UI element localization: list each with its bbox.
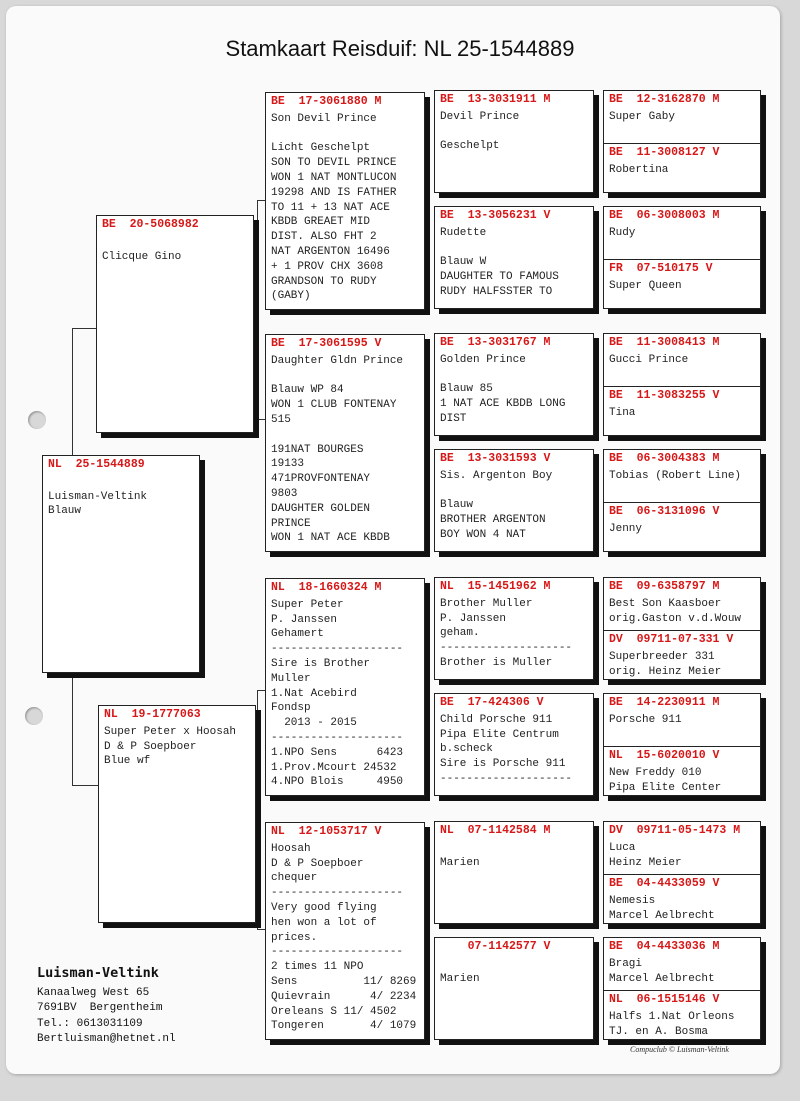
grandparent-box-2-line: WON 1 CLUB FONTENAY	[271, 399, 397, 412]
grandparent-box-1-line	[271, 127, 419, 142]
great-grandparent-box-8	[434, 937, 594, 1040]
gg-grandparents-pair-4-sire-cell	[604, 450, 760, 502]
page-title: Stamkaart Reisduif: NL 25-1544889	[225, 36, 575, 61]
great-grandparent-box-1	[434, 90, 594, 193]
great-grandparent-box-8-line	[440, 957, 588, 972]
gg-grandparents-pair-2-dam-cell	[604, 259, 760, 308]
great-grandparent-box-3-line	[440, 368, 588, 383]
gg-grandparents-pair-2	[603, 206, 761, 309]
great-grandparent-box-3-cell	[435, 334, 593, 429]
grandparent-box-3	[265, 578, 425, 796]
gg-grandparents-pair-6	[603, 693, 761, 796]
great-grandparent-box-5	[434, 577, 594, 680]
great-grandparent-box-7-line: Marien	[440, 856, 480, 869]
grandparent-box-4-cell	[266, 823, 424, 1036]
grandparent-box-1	[265, 92, 425, 310]
gg-grandparents-pair-5-dam-line: Superbreeder 331	[609, 650, 715, 663]
great-grandparent-box-5-cell	[435, 578, 593, 673]
great-grandparent-box-3-line: 1 NAT ACE KBDB LONG	[440, 398, 566, 411]
sire-box	[96, 215, 254, 433]
gg-grandparents-pair-1-sire-ring-number: BE 12-3162870 M	[609, 93, 720, 106]
gg-grandparents-pair-1-sire-line: Super Gaby	[609, 110, 676, 123]
gg-grandparents-pair-1-dam-line: Robertina	[609, 163, 669, 176]
great-grandparent-box-5-line: P. Janssen	[440, 612, 507, 625]
grandparent-box-3-line: Gehamert	[271, 628, 324, 641]
great-grandparent-box-5-line: --------------------	[440, 642, 573, 655]
great-grandparent-box-4	[434, 449, 594, 552]
great-grandparent-box-2-line: RUDY HALFSSTER TO	[440, 285, 553, 298]
gg-grandparents-pair-5-sire-line: orig.Gaston v.d.Wouw	[609, 612, 742, 625]
great-grandparent-box-1-ring-number: BE 13-3031911 M	[440, 93, 551, 106]
grandparent-box-4-ring-number: NL 12-1053717 V	[271, 825, 382, 838]
grandparent-box-2-line: 471PROVFONTENAY	[271, 473, 371, 486]
gg-grandparents-pair-3-dam-cell	[604, 386, 760, 435]
gg-grandparents-pair-7-dam-line: Marcel Aelbrecht	[609, 909, 715, 922]
grandparent-box-1-line: (GABY)	[271, 290, 311, 303]
grandparent-box-3-line: --------------------	[271, 643, 404, 656]
gg-grandparents-pair-5	[603, 577, 761, 680]
subject-box-line: Blauw	[48, 505, 82, 518]
great-grandparent-box-1-cell	[435, 91, 593, 156]
grandparent-box-3-line: 1.NPO Sens 6423	[271, 746, 404, 759]
grandparent-box-2-line: PRINCE	[271, 517, 311, 530]
sire-box-line: Clicque Gino	[102, 250, 182, 263]
gg-grandparents-pair-3-dam-ring-number: BE 11-3083255 V	[609, 389, 720, 402]
grandparent-box-4-line: prices.	[271, 931, 318, 944]
gg-grandparents-pair-8	[603, 937, 761, 1040]
gg-grandparents-pair-7-sire-line: Luca	[609, 841, 636, 854]
gg-grandparents-pair-4-dam-ring-number: BE 06-3131096 V	[609, 505, 720, 518]
great-grandparent-box-6-line: Pipa Elite Centrum	[440, 728, 559, 741]
gg-grandparents-pair-6-sire-ring-number: BE 14-2230911 M	[609, 696, 720, 709]
subject-box-line: Luisman-Veltink	[48, 490, 148, 503]
grandparent-box-1-line: KBDB GREAET MID	[271, 216, 371, 229]
gg-grandparents-pair-7-sire-line: Heinz Meier	[609, 856, 682, 869]
gg-grandparents-pair-8-dam-line: TJ. en A. Bosma	[609, 1025, 709, 1038]
grandparent-box-2-line: 9803	[271, 487, 298, 500]
connector-dam-parents	[257, 690, 265, 930]
great-grandparent-box-4-line	[440, 484, 588, 499]
gg-grandparents-pair-1-dam-cell	[604, 143, 760, 192]
grandparent-box-2-ring-number: BE 17-3061595 V	[271, 337, 382, 350]
gg-grandparents-pair-1-sire-cell	[604, 91, 760, 143]
gg-grandparents-pair-6-dam-line: Pipa Elite Center	[609, 781, 722, 794]
owner-postcode: 7691BV Bergentheim	[37, 1002, 163, 1014]
great-grandparent-box-1-line	[440, 125, 588, 140]
great-grandparent-box-2-line	[440, 241, 588, 256]
grandparent-box-2-cell	[266, 335, 424, 548]
dam-box-line: D & P Soepboer	[104, 740, 197, 753]
great-grandparent-box-3	[434, 333, 594, 436]
great-grandparent-box-4-line: BROTHER ARGENTON	[440, 514, 546, 527]
grandparent-box-2-line: Blauw WP 84	[271, 384, 344, 397]
great-grandparent-box-2-line: DAUGHTER TO FAMOUS	[440, 271, 559, 284]
great-grandparent-box-5-line: Brother is Muller	[440, 656, 553, 669]
gg-grandparents-pair-3	[603, 333, 761, 436]
gg-grandparents-pair-7-dam-line: Nemesis	[609, 894, 656, 907]
gg-grandparents-pair-2-dam-ring-number: FR 07-510175 V	[609, 262, 713, 275]
gg-grandparents-pair-5-dam-ring-number: DV 09711-07-331 V	[609, 633, 734, 646]
grandparent-box-4-line: Oreleans S 11/ 4502	[271, 1005, 397, 1018]
subject-box-ring-number: NL 25-1544889	[48, 458, 145, 471]
grandparent-box-4-line: Hoosah	[271, 842, 311, 855]
grandparent-box-1-line: + 1 PROV CHX 3608	[271, 260, 384, 273]
great-grandparent-box-1-line: Devil Prince	[440, 110, 520, 123]
gg-grandparents-pair-6-sire-line: Porsche 911	[609, 713, 682, 726]
dam-box	[98, 705, 256, 923]
great-grandparent-box-5-ring-number: NL 15-1451962 M	[440, 580, 551, 593]
gg-grandparents-pair-4-dam-line: Jenny	[609, 522, 643, 535]
owner-name: Luisman-Veltink	[37, 965, 159, 981]
great-grandparent-box-1-line: Geschelpt	[440, 140, 500, 153]
great-grandparent-box-3-ring-number: BE 13-3031767 M	[440, 336, 551, 349]
dam-box-cell	[99, 706, 255, 771]
grandparent-box-2-line: 191NAT BOURGES	[271, 443, 364, 456]
grandparent-box-1-line: NAT ARGENTON 16496	[271, 245, 390, 258]
grandparent-box-4-line: chequer	[271, 872, 318, 885]
gg-grandparents-pair-8-sire-ring-number: BE 04-4433036 M	[609, 940, 720, 953]
punch-hole	[25, 707, 43, 725]
grandparent-box-4-line: --------------------	[271, 887, 404, 900]
gg-grandparents-pair-7	[603, 821, 761, 924]
owner-address: Kanaalweg West 65	[37, 986, 150, 999]
great-grandparent-box-2-line: Blauw W	[440, 256, 487, 269]
grandparent-box-4-line: 2 times 11 NPO	[271, 961, 364, 974]
great-grandparent-box-8-ring-number: 07-1142577 V	[440, 940, 551, 953]
gg-grandparents-pair-6-sire-cell	[604, 694, 760, 746]
grandparent-box-2-line: 19133	[271, 458, 305, 471]
gg-grandparents-pair-3-dam-line: Tina	[609, 406, 636, 419]
grandparent-box-3-line: Super Peter	[271, 598, 344, 611]
great-grandparent-box-8-cell	[435, 938, 593, 988]
grandparent-box-2-line: Daughter Gldn Prince	[271, 354, 404, 367]
sire-box-ring-number: BE 20-5068982	[102, 218, 199, 231]
grandparent-box-3-line: Muller	[271, 672, 311, 685]
great-grandparent-box-2-line: Rudette	[440, 226, 487, 239]
grandparent-box-1-line: Son Devil Prince	[271, 112, 377, 125]
grandparent-box-1-ring-number: BE 17-3061880 M	[271, 95, 382, 108]
grandparent-box-1-cell	[266, 93, 424, 306]
great-grandparent-box-4-line: BOY WON 4 NAT	[440, 528, 526, 541]
grandparent-box-3-line: Fondsp	[271, 702, 311, 715]
owner-block	[37, 966, 176, 1048]
connector-sire-parents	[257, 200, 265, 420]
grandparent-box-3-cell	[266, 579, 424, 792]
great-grandparent-box-4-cell	[435, 450, 593, 545]
dam-box-ring-number: NL 19-1777063	[104, 708, 201, 721]
great-grandparent-box-6-ring-number: BE 17-424306 V	[440, 696, 544, 709]
grandparent-box-2-line: DAUGHTER GOLDEN	[271, 502, 371, 515]
great-grandparent-box-4-line: Blauw	[440, 499, 474, 512]
great-grandparent-box-5-line: geham.	[440, 627, 480, 640]
grandparent-box-4	[265, 822, 425, 1040]
gg-grandparents-pair-5-dam-line: orig. Heinz Meier	[609, 665, 722, 678]
grandparent-box-1-line: WON 1 NAT MONTLUCON	[271, 171, 397, 184]
great-grandparent-box-4-line: Sis. Argenton Boy	[440, 469, 553, 482]
grandparent-box-4-line: Very good flying	[271, 901, 377, 914]
gg-grandparents-pair-3-sire-cell	[604, 334, 760, 386]
grandparent-box-4-line: D & P Soepboer	[271, 857, 364, 870]
gg-grandparents-pair-4	[603, 449, 761, 552]
gg-grandparents-pair-8-dam-cell	[604, 990, 760, 1039]
gg-grandparents-pair-5-sire-cell	[604, 578, 760, 630]
gg-grandparents-pair-2-sire-cell	[604, 207, 760, 259]
dam-box-line: Blue wf	[104, 755, 151, 768]
great-grandparent-box-7-cell	[435, 822, 593, 872]
gg-grandparents-pair-8-sire-line: Bragi	[609, 957, 643, 970]
grandparent-box-2	[265, 334, 425, 552]
dam-box-line: Super Peter x Hoosah	[104, 725, 237, 738]
subject-box	[42, 455, 200, 673]
gg-grandparents-pair-5-dam-cell	[604, 630, 760, 679]
gg-grandparents-pair-6-dam-cell	[604, 746, 760, 795]
owner-email: Bertluisman@hetnet.nl	[37, 1033, 176, 1045]
grandparent-box-4-line: Quievrain 4/ 2234	[271, 990, 417, 1003]
great-grandparent-box-6-cell	[435, 694, 593, 789]
great-grandparent-box-7	[434, 821, 594, 924]
grandparent-box-1-line: 19298 AND IS FATHER	[271, 186, 397, 199]
grandparent-box-1-line: SON TO DEVIL PRINCE	[271, 157, 397, 170]
footer-credit: Compuclub © Luisman-Veltink	[630, 1045, 729, 1054]
great-grandparent-box-4-ring-number: BE 13-3031593 V	[440, 452, 551, 465]
gg-grandparents-pair-8-dam-line: Halfs 1.Nat Orleons	[609, 1010, 735, 1023]
gg-grandparents-pair-7-sire-ring-number: DV 09711-05-1473 M	[609, 824, 741, 837]
grandparent-box-1-line: Licht Geschelpt	[271, 142, 371, 155]
owner-phone: Tel.: 0613031109	[37, 1017, 143, 1030]
gg-grandparents-pair-4-sire-ring-number: BE 06-3004383 M	[609, 452, 720, 465]
grandparent-box-3-ring-number: NL 18-1660324 M	[271, 581, 382, 594]
great-grandparent-box-3-line: Blauw 85	[440, 383, 493, 396]
grandparent-box-4-line: hen won a lot of	[271, 916, 377, 929]
great-grandparent-box-6-line: Child Porsche 911	[440, 713, 553, 726]
grandparent-box-2-line	[271, 428, 419, 443]
sire-box-line	[102, 235, 248, 250]
great-grandparent-box-7-ring-number: NL 07-1142584 M	[440, 824, 551, 837]
great-grandparent-box-6-line: --------------------	[440, 772, 573, 785]
grandparent-box-3-line: 2013 - 2015	[271, 717, 357, 730]
gg-grandparents-pair-2-dam-line: Super Queen	[609, 279, 682, 292]
grandparent-box-2-line: 515	[271, 413, 291, 426]
grandparent-box-1-line: DIST. ALSO FHT 2	[271, 231, 377, 244]
great-grandparent-box-2	[434, 206, 594, 309]
great-grandparent-box-3-line: Golden Prince	[440, 353, 526, 366]
gg-grandparents-pair-6-dam-line: New Freddy 010	[609, 766, 702, 779]
gg-grandparents-pair-2-sire-ring-number: BE 06-3008003 M	[609, 209, 720, 222]
gg-grandparents-pair-4-dam-cell	[604, 502, 760, 551]
grandparent-box-1-line: GRANDSON TO RUDY	[271, 275, 377, 288]
grandparent-box-3-line: 1.Prov.Mcourt 24532	[271, 761, 397, 774]
great-grandparent-box-2-cell	[435, 207, 593, 302]
great-grandparent-box-6	[434, 693, 594, 796]
gg-grandparents-pair-7-sire-cell	[604, 822, 760, 874]
great-grandparent-box-5-line: Brother Muller	[440, 597, 533, 610]
gg-grandparents-pair-4-sire-line: Tobias (Robert Line)	[609, 469, 742, 482]
great-grandparent-box-2-ring-number: BE 13-3056231 V	[440, 209, 551, 222]
subject-box-line	[48, 475, 194, 490]
grandparent-box-3-line: --------------------	[271, 731, 404, 744]
grandparent-box-3-line: 1.Nat Acebird	[271, 687, 357, 700]
gg-grandparents-pair-5-sire-line: Best Son Kaasboer	[609, 597, 722, 610]
grandparent-box-2-line	[271, 369, 419, 384]
grandparent-box-4-line: --------------------	[271, 946, 404, 959]
punch-hole	[28, 411, 46, 429]
grandparent-box-2-line: WON 1 NAT ACE KBDB	[271, 532, 390, 545]
gg-grandparents-pair-3-sire-line: Gucci Prince	[609, 353, 689, 366]
great-grandparent-box-6-line: Sire is Porsche 911	[440, 758, 566, 771]
gg-grandparents-pair-1	[603, 90, 761, 193]
gg-grandparents-pair-8-sire-cell	[604, 938, 760, 990]
grandparent-box-3-line: Sire is Brother	[271, 657, 371, 670]
great-grandparent-box-8-line: Marien	[440, 972, 480, 985]
gg-grandparents-pair-7-dam-cell	[604, 874, 760, 923]
grandparent-box-4-line: Sens 11/ 8269	[271, 975, 417, 988]
gg-grandparents-pair-1-dam-ring-number: BE 11-3008127 V	[609, 146, 720, 159]
gg-grandparents-pair-5-sire-ring-number: BE 09-6358797 M	[609, 580, 720, 593]
subject-box-cell	[43, 456, 199, 521]
grandparent-box-3-line: 4.NPO Blois 4950	[271, 776, 404, 789]
gg-grandparents-pair-6-dam-ring-number: NL 15-6020010 V	[609, 749, 720, 762]
grandparent-box-3-line: P. Janssen	[271, 613, 338, 626]
great-grandparent-box-3-line: DIST	[440, 412, 467, 425]
gg-grandparents-pair-2-sire-line: Rudy	[609, 226, 636, 239]
grandparent-box-4-line: Tongeren 4/ 1079	[271, 1020, 417, 1033]
great-grandparent-box-6-line: b.scheck	[440, 743, 493, 756]
gg-grandparents-pair-8-sire-line: Marcel Aelbrecht	[609, 972, 715, 985]
gg-grandparents-pair-3-sire-ring-number: BE 11-3008413 M	[609, 336, 720, 349]
sire-box-cell	[97, 216, 253, 266]
grandparent-box-1-line: TO 11 + 13 NAT ACE	[271, 201, 390, 214]
great-grandparent-box-7-line	[440, 841, 588, 856]
gg-grandparents-pair-8-dam-ring-number: NL 06-1515146 V	[609, 993, 720, 1006]
gg-grandparents-pair-7-dam-ring-number: BE 04-4433059 V	[609, 877, 720, 890]
